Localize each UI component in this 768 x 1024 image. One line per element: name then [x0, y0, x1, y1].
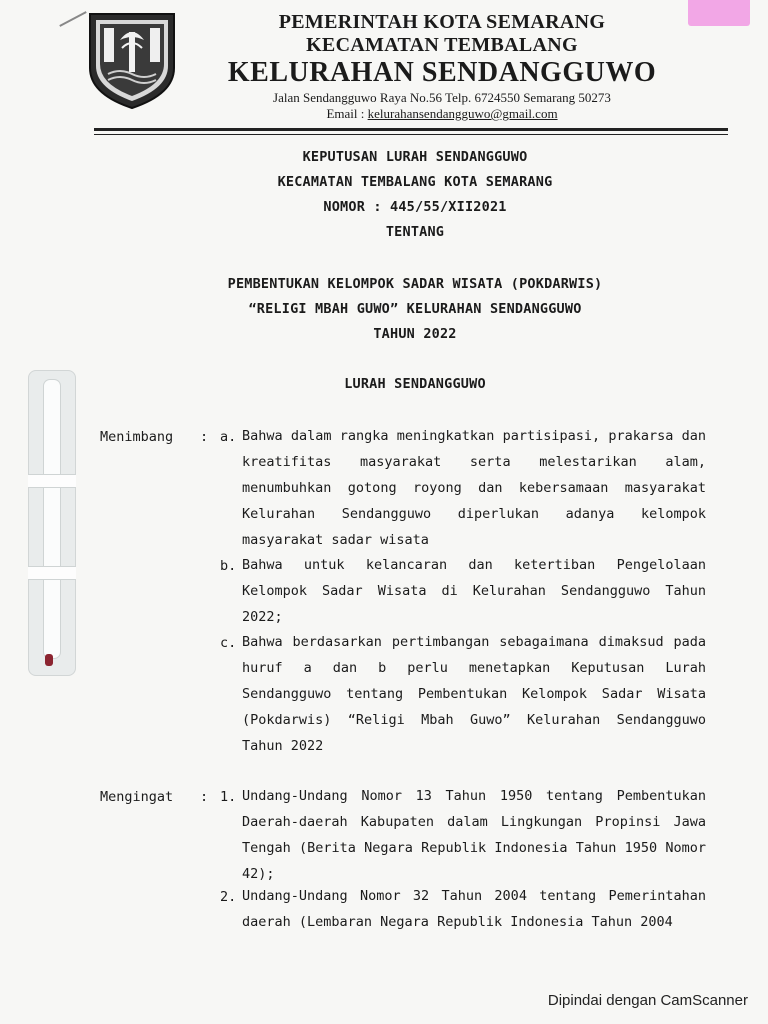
letterhead-village: KELURAHAN SENDANGGUWO — [227, 57, 657, 88]
menimbang-item-b: Bahwa untuk kelancaran dan ketertiban Pengelolaan Kelompok Sadar Wisata di Kelurahan Sendangguwo Tahun 2022; — [242, 557, 706, 625]
decree-subject-2: “RELIGI MBAH GUWO” KELURAHAN SENDANGGUWO — [248, 301, 582, 317]
clip-bar — [44, 380, 60, 658]
mengingat-marker-1: 1. — [220, 789, 237, 805]
email-address: kelurahansendangguwo@gmail.com — [367, 106, 558, 121]
clip-band-top — [28, 474, 76, 488]
scanner-watermark: Dipindai dengan CamScanner — [547, 992, 748, 1009]
menimbang-marker-a: a. — [220, 429, 237, 445]
menimbang-item-a: Bahwa dalam rangka meningkatkan partisipasi, prakarsa dan kreatifitas masyarakat serta melestarikan alam, menumbuhkan gotong royong dan kebersamaan masyarakat Kelurahan Sendangguwo diperlukan adanya kelompok masyarakat sadar wisata — [242, 428, 706, 548]
clip-tip — [45, 654, 53, 666]
mengingat-colon: : — [200, 789, 209, 805]
clip-band-bottom — [28, 566, 76, 580]
mengingat-marker-2: 2. — [220, 889, 237, 905]
letterhead-government: PEMERINTAH KOTA SEMARANG — [278, 11, 606, 33]
decree-subject-3: TAHUN 2022 — [373, 326, 457, 342]
email-label: Email : — [326, 106, 368, 121]
letterhead-address: Jalan Sendangguwo Raya No.56 Telp. 6724550 Semarang 50273 — [273, 90, 611, 105]
menimbang-marker-b: b. — [220, 558, 237, 574]
letterhead-district: KECAMATAN TEMBALANG — [306, 34, 578, 56]
mengingat-item-2: Undang-Undang Nomor 32 Tahun 2004 tentang Pemerintahan daerah (Lembaran Negara Republik Indonesia Tahun 2004 — [242, 888, 706, 930]
mengingat-item-1: Undang-Undang Nomor 13 Tahun 1950 tentang Pembentukan Daerah-daerah Kabupaten dalam Lingkungan Propinsi Jawa Tengah (Berita Negara Republik Indonesia Tahun 1950 Nomor 42); — [242, 788, 706, 882]
decree-title: KEPUTUSAN LURAH SENDANGGUWO — [302, 149, 528, 165]
binder-clip — [28, 370, 76, 676]
decree-subject-1: PEMBENTUKAN KELOMPOK SADAR WISATA (POKDARWIS) — [227, 276, 603, 292]
decree-issuer: LURAH SENDANGGUWO — [344, 376, 486, 392]
mengingat-label: Mengingat — [100, 789, 174, 805]
decree-about: TENTANG — [385, 224, 445, 240]
decree-subtitle: KECAMATAN TEMBALANG KOTA SEMARANG — [277, 174, 553, 190]
menimbang-marker-c: c. — [220, 635, 237, 651]
pen-mark — [59, 11, 86, 27]
letterhead-email-line — [142, 106, 742, 122]
letterhead — [182, 10, 742, 122]
menimbang-item-c: Bahwa berdasarkan pertimbangan sebagaimana dimaksud pada huruf a dan b perlu menetapkan Keputusan Lurah Sendangguwo tentang Pembentukan Kelompok Sadar Wisata (Pokdarwis) “Religi Mbah Guwo” Kelurahan Sendangguwo Tahun 2022 — [242, 634, 706, 754]
menimbang-colon: : — [200, 429, 209, 445]
header-rule-thin — [94, 134, 728, 135]
header-rule-thick — [94, 128, 728, 131]
menimbang-label: Menimbang — [100, 429, 174, 445]
decree-number: NOMOR : 445/55/XII2021 — [323, 199, 507, 215]
